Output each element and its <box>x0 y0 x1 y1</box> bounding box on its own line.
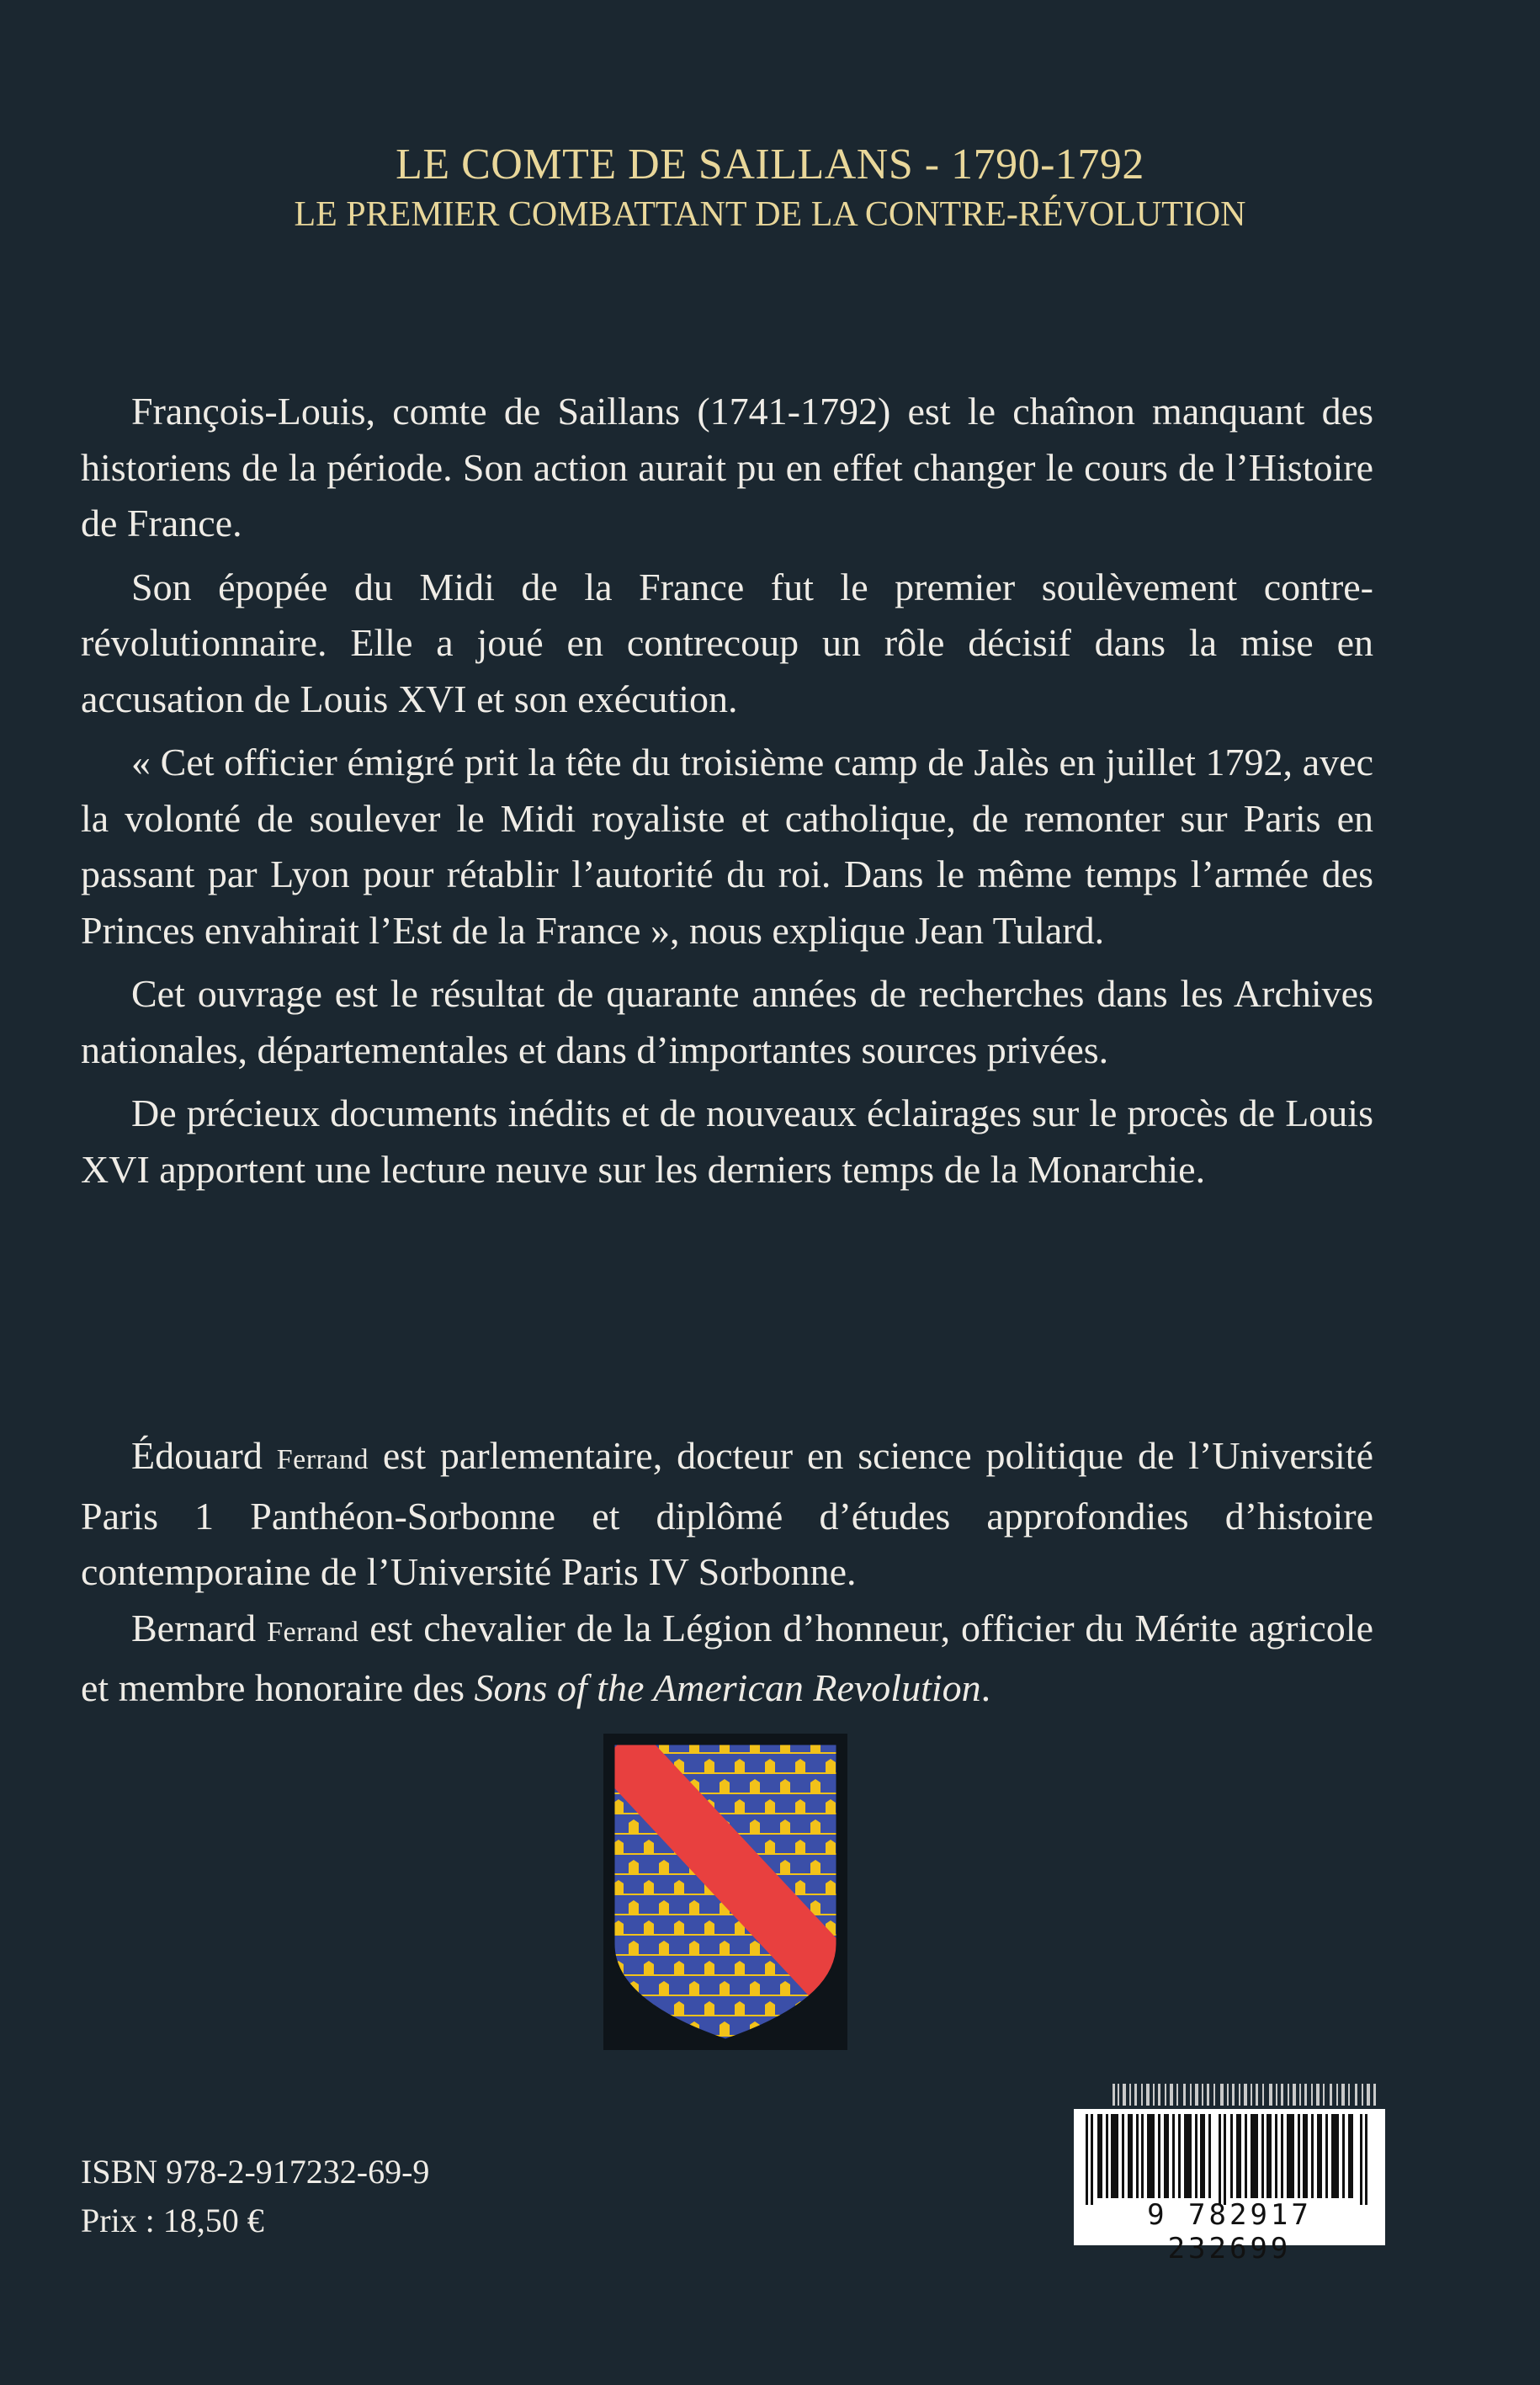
blurb-paragraph: De précieux documents inédits et de nouveaux éclairages sur le procès de Louis XVI apportent une lecture neuve sur les derniers temps de la Monarchie. <box>81 1092 1373 1191</box>
blurb-paragraph: Son épopée du Midi de la France fut le premier soulèvement contre-révolutionnaire. Elle a joué en contrecoup un rôle décisif dans la mise en accusation de Louis XVI et son exécution. <box>81 565 1373 720</box>
price: Prix : 18,50 € <box>81 2202 264 2239</box>
blurb-paragraph: François-Louis, comte de Saillans (1741-1792) est le chaînon manquant des historiens de la période. Son action aurait pu en effet changer le cours de l’Histoire de France. <box>81 390 1373 544</box>
author-last-name: Ferrand <box>267 1616 359 1648</box>
author-first-name: Édouard <box>131 1434 277 1477</box>
book-title: LE COMTE DE SAILLANS - 1790-1792 <box>396 141 1144 189</box>
author-bio-end: . <box>980 1666 991 1709</box>
author-bio-text: est chevalier de la Légion d’honneur, officier du Mérite agricole et membre honoraire des <box>81 1606 1374 1709</box>
blurb-paragraph: Cet ouvrage est le résultat de quarante années de recherches dans les Archives nationales, départementales et dans d’importantes sources privées. <box>81 972 1373 1071</box>
author-bios <box>81 1428 1373 1717</box>
author-bio-edouard <box>81 1428 1373 1601</box>
book-subtitle: LE PREMIER COMBATTANT DE LA CONTRE-RÉVOLUTION <box>294 195 1246 235</box>
author-first-name: Bernard <box>131 1606 268 1649</box>
blurb-paragraph: « Cet officier émigré prit la tête du troisième camp de Jalès en juillet 1792, avec la volonté de soulever le Midi royaliste et catholique, de remonter sur Paris en passant par Lyon pour rétablir l’autorité du roi. Dans le même temps l’armée des Princes envahirait l’Est de la France », nous explique Jean Tulard. <box>81 741 1373 952</box>
isbn-number: ISBN 978-2-917232-69-9 <box>81 2153 430 2191</box>
society-name: Sons of the American Revolution <box>474 1666 981 1709</box>
author-last-name: Ferrand <box>276 1444 369 1475</box>
author-bio-text: est parlementaire, docteur en science politique de l’Université Paris 1 Panthéon-Sorbonne et diplômé d’études approfondies d’histoire contemporaine de l’Université Paris IV Sorbonne. <box>81 1434 1373 1593</box>
barcode-addon-icon <box>1113 2080 1380 2107</box>
coat-of-arms-icon <box>603 1734 847 2050</box>
isbn-block <box>81 2148 429 2245</box>
blurb <box>81 384 1373 1205</box>
author-bio-bernard <box>81 1601 1373 1717</box>
barcode-digits: 9 782917 232699 <box>1147 2198 1312 2265</box>
title-block <box>0 139 1540 236</box>
